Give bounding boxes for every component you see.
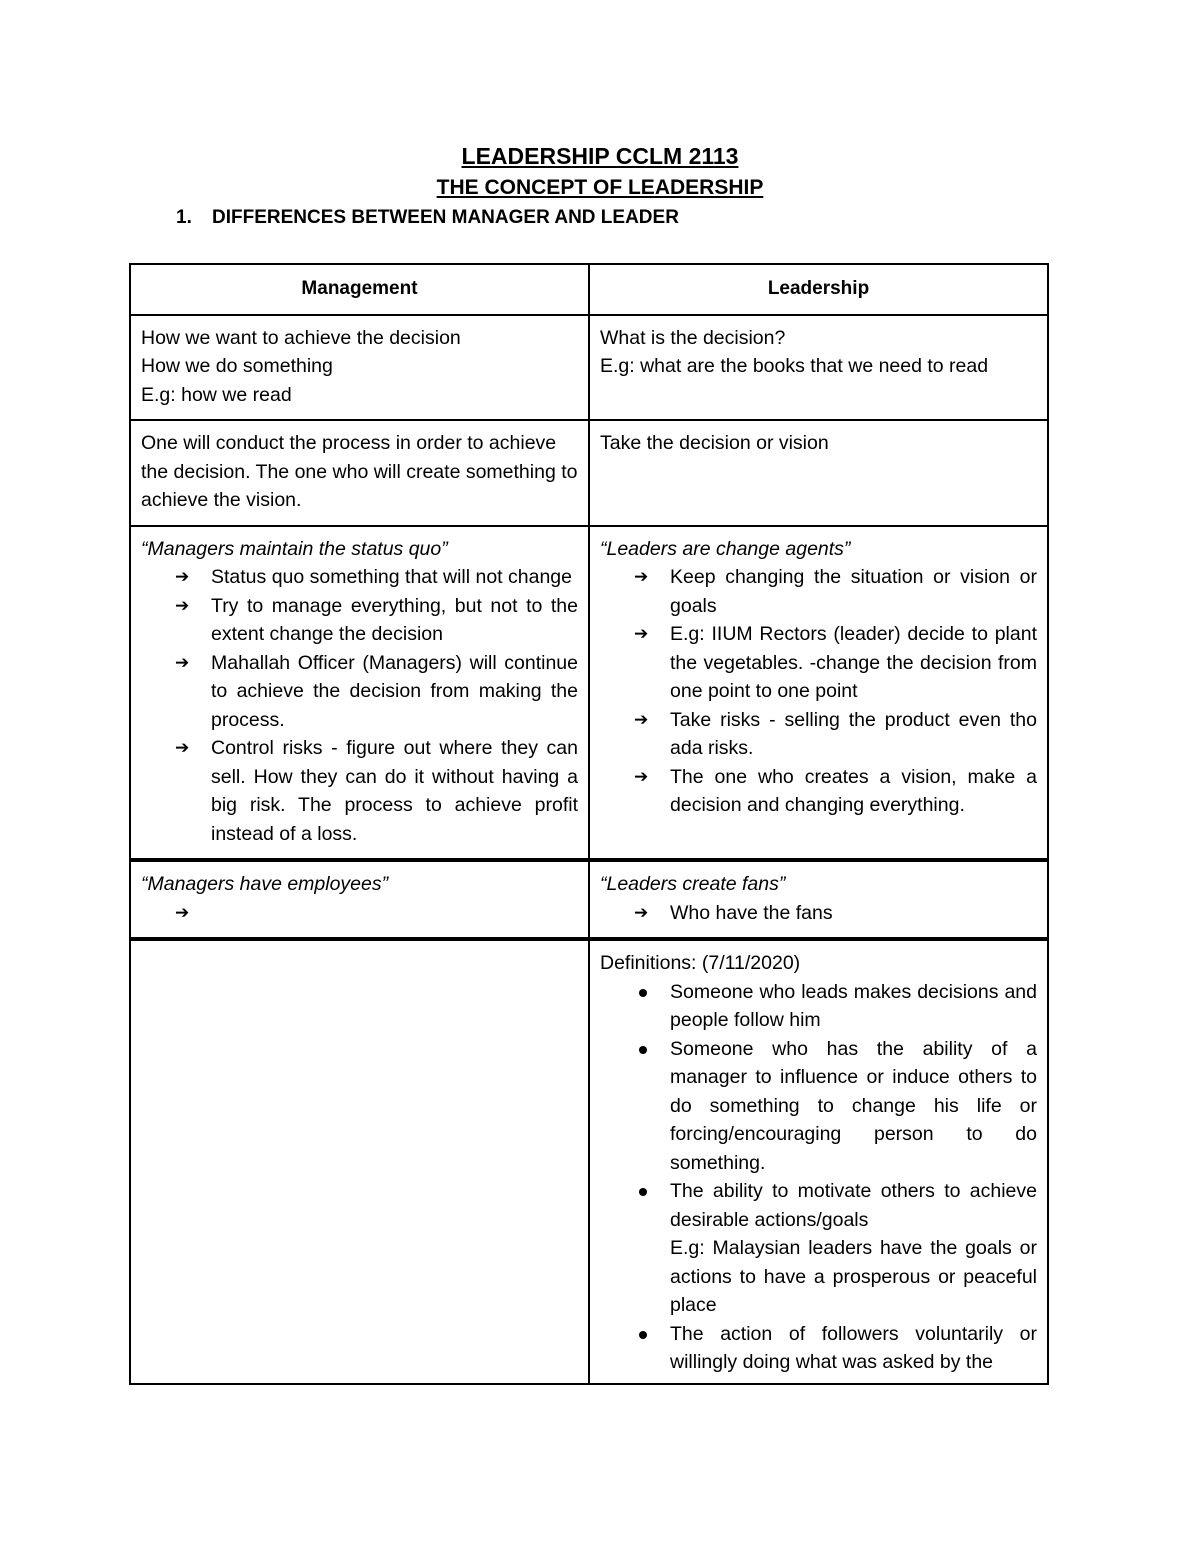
row1-leadership-line: E.g: what are the books that we need to read [600,355,989,377]
row5-leadership-heading: Definitions: (7/11/2020) [600,952,801,974]
table-row [130,860,1048,939]
section-title: DIFFERENCES BETWEEN MANAGER AND LEADER [212,207,679,228]
table-row [130,420,1048,526]
list-item: The action of followers voluntarily or willingly doing what was asked by the [600,1320,1037,1377]
comparison-table [129,263,1049,1385]
list-item [600,1177,1037,1320]
table-row [130,315,1048,421]
row3-leadership-quote: “Leaders are change agents” [600,537,851,560]
row3-leadership-cell [589,526,1048,861]
row1-leadership-cell [589,315,1048,421]
list-item: ➔ Take risks - selling the product even tho ada risks. [600,706,1037,763]
row5-leadership-cell [589,939,1048,1384]
row4-leadership-list [600,899,1037,928]
list-item: ➔ Mahallah Officer (Managers) will continue to achieve the decision from making the process. [141,649,578,735]
list-item: Someone who leads makes decisions and people follow him [600,978,1037,1035]
row1-management-line: E.g: how we read [141,383,292,406]
row1-management-cell [130,315,589,421]
header-leadership: Leadership [589,264,1048,315]
row3-management-list [141,563,578,848]
row1-management-line: How we want to achieve the decision [141,326,461,349]
row1-leadership-line: What is the decision? [600,326,786,349]
row3-management-cell [130,526,589,861]
header-management: Management [130,264,589,315]
row4-leadership-quote: “Leaders create fans” [600,873,786,895]
row2-management-cell: One will conduct the process in order to achieve the decision. The one who will create something to achieve the vision. [130,420,589,526]
list-item: ➔ Keep changing the situation or vision or goals [600,563,1037,620]
row4-management-list [141,899,578,927]
row3-leadership-list [600,563,1037,820]
list-item: ➔ E.g: IIUM Rectors (leader) decide to plant the vegetables. -change the decision from one point to one point [600,620,1037,706]
list-item: ➔ Who have the fans [600,899,1037,928]
list-item: ➔ Try to manage everything, but not to the extent change the decision [141,592,578,649]
section-number: 1. [176,207,192,228]
list-item: ➔ Control risks - figure out where they can sell. How they can do it without having a big risk. The process to achieve profit instead of a loss. [141,734,578,848]
table-header-row [130,264,1048,315]
table-row [130,939,1048,1384]
row1-management-line: How we do something [141,355,333,377]
row4-management-cell [130,860,589,939]
document-title: LEADERSHIP CCLM 2113 [461,143,739,169]
list-item [141,899,578,927]
row2-leadership-cell: Take the decision or vision [589,420,1048,526]
list-item: ➔ Status quo something that will not change [141,563,578,592]
row5-management-cell [130,939,589,1384]
row4-leadership-cell [589,860,1048,939]
list-item: Someone who has the ability of a manager to influence or induce others to do something to change his life or forcing/encouraging person to do something. [600,1035,1037,1178]
definition-example: E.g: Malaysian leaders have the goals or actions to have a prosperous or peaceful place [670,1237,1037,1316]
row5-definitions-list [600,978,1037,1377]
section-heading [176,207,679,229]
table-row [130,526,1048,861]
document-subtitle: THE CONCEPT OF LEADERSHIP [436,176,764,199]
row3-management-quote: “Managers maintain the status quo” [141,537,448,560]
list-item: ➔ The one who creates a vision, make a decision and changing everything. [600,763,1037,820]
definition-text: The ability to motivate others to achieve desirable actions/goals [670,1180,1037,1231]
row4-management-quote: “Managers have employees” [141,873,389,895]
